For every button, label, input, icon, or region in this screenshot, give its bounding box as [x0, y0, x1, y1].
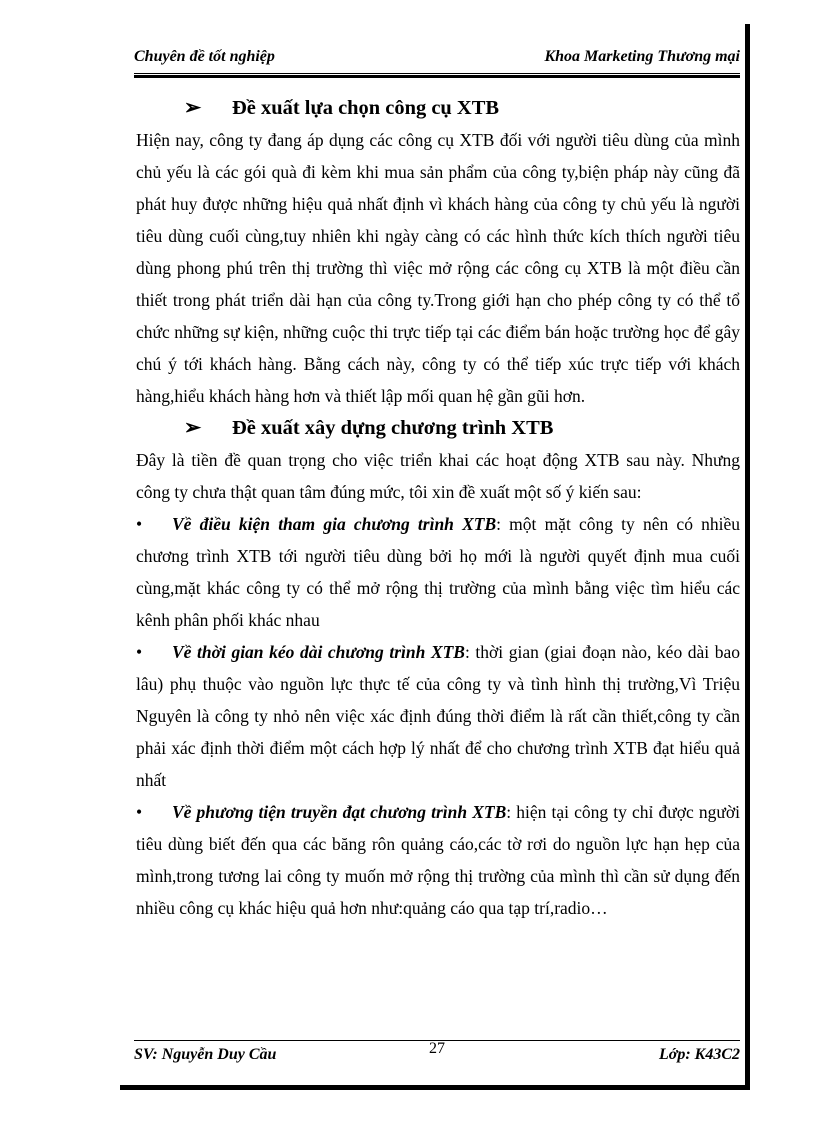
- header-rule: [134, 73, 740, 74]
- header-right-text: Khoa Marketing Thương mại: [544, 48, 740, 65]
- section-paragraph-2: Đây là tiền đề quan trọng cho việc triển khai các hoạt động XTB sau này. Nhưng công ty chưa thật quan tâm đúng mức, tôi xin đề xuất một số ý kiến sau:: [136, 450, 740, 502]
- bullet-text: : hiện tại công ty chỉ được người tiêu dùng biết đến qua các băng rôn quảng cáo,các tờ rơi do nguồn lực hạn hẹp của mình,trong tương lai công ty muốn mở rộng thị trường của mình thì cần sử dụng đến nhiều công cụ khác hiệu quả hơn như:quảng cáo qua tạp trí,radio…: [136, 802, 740, 918]
- section-heading-1: [136, 92, 740, 124]
- arrow-bullet-icon: ➢: [184, 97, 202, 119]
- bullet-text: : thời gian (giai đoạn nào, kéo dài bao lâu) phụ thuộc vào nguồn lực thực tế của công ty và tình hình thị trường,Vì Triệu Nguyên là công ty nhỏ nên việc xác định đúng thời điểm là rất cần thiết,công ty cần phải xác định thời điểm một cách hợp lý nhất để cho chương trình XTB đạt hiểu quả nhất: [136, 642, 740, 790]
- bullet-term: Về điều kiện tham gia chương trình XTB: [172, 514, 497, 534]
- header-rule-thick: [134, 75, 740, 78]
- bullet-item-1: [136, 508, 740, 636]
- bullet-term: Về thời gian kéo dài chương trình XTB: [172, 642, 465, 662]
- bullet-dot-icon: •: [136, 802, 143, 822]
- bullet-dot-icon: •: [136, 514, 143, 534]
- page-body: [136, 92, 740, 924]
- header-left-text: Chuyên đề tốt nghiệp: [134, 48, 275, 65]
- footer-student: SV: Nguyễn Duy Cầu: [134, 1046, 277, 1063]
- page-number: 27: [429, 1040, 445, 1057]
- section-heading-text: Đề xuất xây dựng chương trình XTB: [232, 417, 554, 439]
- section-heading-text: Đề xuất lựa chọn công cụ XTB: [232, 97, 500, 119]
- page-footer: [134, 1040, 740, 1068]
- section-heading-2: [136, 412, 740, 444]
- arrow-bullet-icon: ➢: [184, 417, 202, 439]
- bullet-text: : một mặt công ty nên có nhiều chương trình XTB tới người tiêu dùng bởi họ mới là người quyết định mua cuối cùng,mặt khác công ty có thể mở rộng thị trường của mình bằng việc tìm hiểu các kênh phân phối khác nhau: [136, 514, 740, 630]
- bullet-term: Về phương tiện truyền đạt chương trình XTB: [172, 802, 507, 822]
- bullet-item-3: [136, 796, 740, 924]
- bullet-item-2: [136, 636, 740, 796]
- section-paragraph-1: Hiện nay, công ty đang áp dụng các công cụ XTB đối với người tiêu dùng của mình chủ yếu là các gói quà đi kèm khi mua sản phẩm của công ty,biện pháp này cũng đã phát huy được những hiệu quả nhất định vì khách hàng của công ty chủ yếu là người tiêu dùng cuối cùng,tuy nhiên khi ngày càng có các hình thức kích thích người tiêu dùng phong phú trên thị trường thì việc mở rộng các công cụ XTB là một điều cần thiết trong phát triển dài hạn của công ty.Trong giới hạn cho phép công ty có thể tổ chức những sự kiện, những cuộc thi trực tiếp tại các điểm bán hoặc trường học để gây chú ý tới khách hàng. Bằng cách này, công ty có thể tiếp xúc trực tiếp với khách hàng,hiểu khách hàng hơn và thiết lập mối quan hệ gần gũi hơn.: [136, 130, 740, 406]
- bullet-dot-icon: •: [136, 642, 143, 662]
- footer-class: Lớp: K43C2: [658, 1046, 740, 1063]
- page-header: [134, 46, 740, 74]
